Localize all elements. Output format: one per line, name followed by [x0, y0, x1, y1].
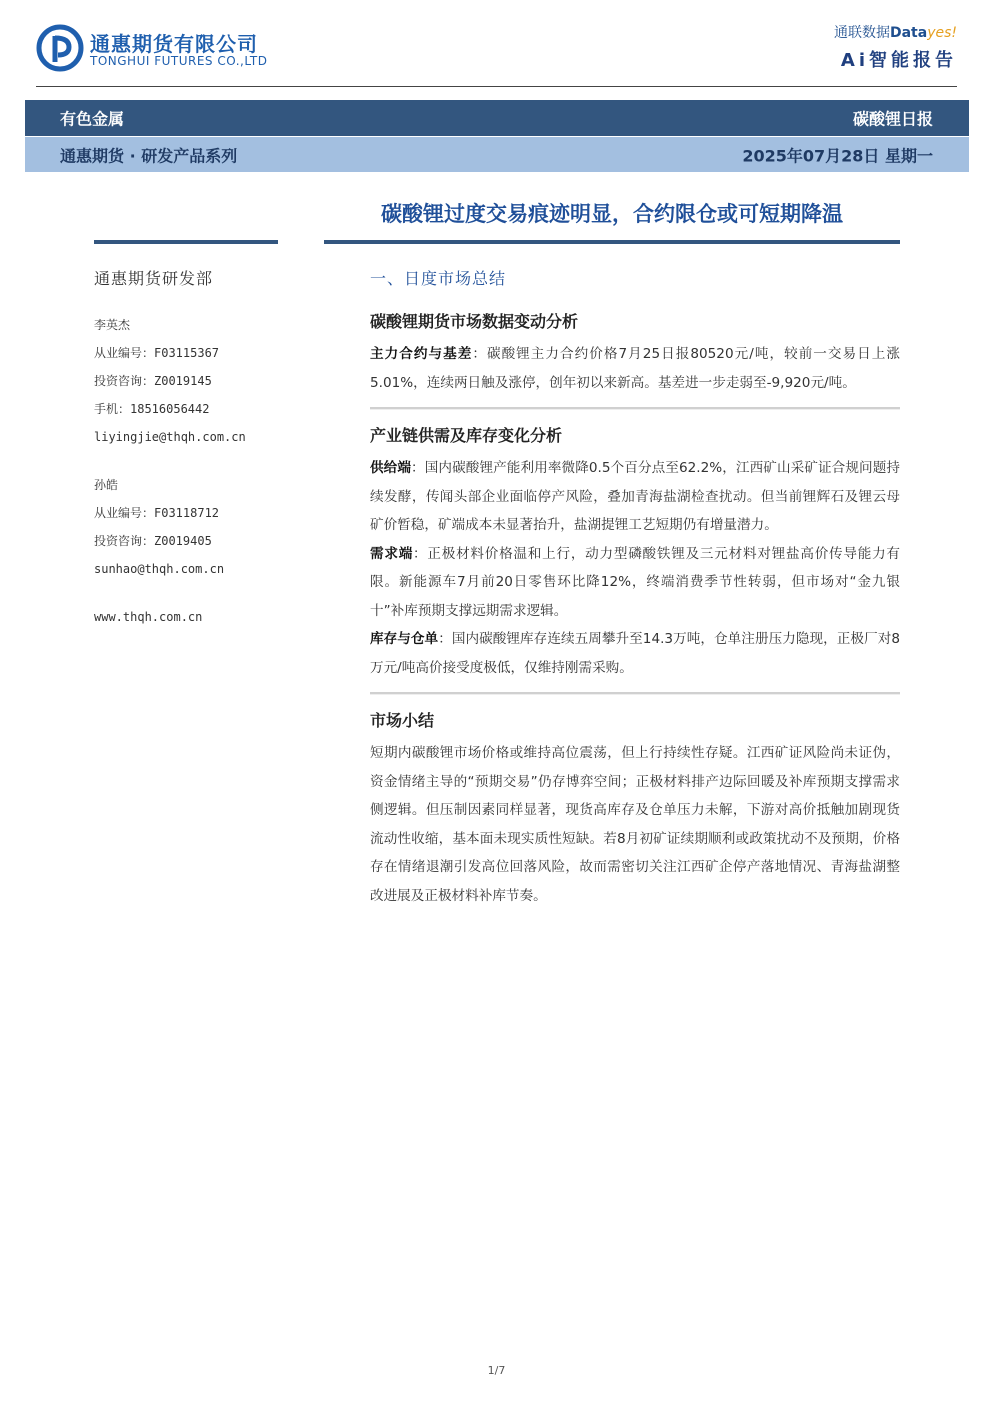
analyst-license: 从业编号：F03115367	[94, 346, 220, 360]
analyst-email[interactable]: sunhao@thqh.com.cn	[94, 562, 225, 576]
chain-heading: 产业链供需及库存变化分析	[370, 426, 563, 445]
analyst-consult-id: 投资咨询：Z0019405	[94, 534, 212, 548]
series-band	[25, 137, 969, 172]
summary-heading: 市场小结	[370, 711, 435, 730]
analyst-sidebar	[94, 266, 294, 631]
category-band	[25, 100, 969, 136]
analyst-phone: 手机：18516056442	[94, 402, 210, 416]
datayes-logo	[757, 22, 957, 74]
para-label: 需求端	[370, 545, 414, 562]
report-type-label: 碳酸锂日报	[852, 109, 933, 129]
title-rule	[324, 240, 900, 244]
summary-paragraph: 短期内碳酸锂市场价格或维持高位震荡，但上行持续性存疑。江西矿证风险尚未证伪，资金情绪主导的“预期交易”仍存博弈空间；正极材料排产边际回暖及补库预期支撑需求侧逻辑。但压制因素同样显著，现货高库存及仓单压力未解，下游对高价抵触加剧现货流动性收缩，基本面未现实质性短缺。若8月初矿证续期顺利或政策扰动不及预期，价格存在情绪退潮引发高位回落风险，故而需密切关注江西矿企停产落地情况、青海盐湖整改进展及正极材料补库节奏。	[370, 745, 900, 904]
analyst-card	[94, 311, 294, 451]
ai-report-label: Ai智能报告	[840, 50, 957, 71]
futures-paragraph	[370, 340, 900, 397]
futures-heading: 碳酸锂期货市场数据变动分析	[370, 312, 579, 331]
analyst-email[interactable]: liyingjie@thqh.com.cn	[94, 430, 246, 444]
supply-paragraph	[370, 454, 900, 540]
para-label: 主力合约与基差	[370, 346, 473, 362]
datayes-suffix: yes!	[927, 25, 957, 41]
demand-paragraph	[370, 540, 900, 626]
page-number: 1/7	[487, 1364, 506, 1377]
para-text: ：正极材料价格温和上行，动力型磷酸铁锂及三元材料对锂盐高价传导能力有限。新能源车7月前20日零售环比降12%，终端消费季节性转弱，但市场对“金九银十”补库预期支撑远期需求逻辑。	[370, 545, 901, 619]
logo-company-name-en: TONGHUI FUTURES CO.,LTD	[90, 54, 268, 68]
analyst-name: 孙皓	[94, 478, 119, 492]
para-text: ：国内碳酸锂产能利用率微降0.5个百分点至62.2%，江西矿山采矿证合规问题持续发酵，传闻头部企业面临停产风险，叠加青海盐湖检查扰动。但当前锂辉石及锂云母矿价暂稳，矿端成本未显著抬升，盐湖提锂工艺短期仍有增量潜力。	[370, 460, 900, 533]
para-text: ：国内碳酸锂库存连续五周攀升至14.3万吨，仓单注册压力隐现，正极厂对8万元/吨高价接受度极低，仅维持刚需采购。	[370, 631, 900, 676]
logo-company-name: 通惠期货有限公司	[90, 32, 258, 56]
analyst-consult-id: 投资咨询：Z0019145	[94, 374, 212, 388]
para-text: ：碳酸锂主力合约价格7月25日报80520元/吨，较前一交易日上涨5.01%，连续两日触及涨停，创年初以来新高。基差进一步走弱至-9,920元/吨。	[370, 346, 900, 391]
report-body	[370, 266, 900, 910]
sidebar-top-rule	[94, 240, 278, 244]
header-divider	[36, 86, 957, 87]
datayes-brand: Data	[889, 25, 928, 41]
research-dept: 通惠期货研发部	[94, 269, 214, 288]
company-logo	[36, 24, 296, 74]
report-date: 2025年07月28日 星期一	[742, 146, 933, 165]
para-label: 供给端	[370, 460, 412, 476]
report-title: 碳酸锂过度交易痕迹明显，合约限仓或可短期降温	[381, 202, 843, 226]
analyst-name: 李英杰	[94, 318, 131, 332]
category-label: 有色金属	[60, 109, 125, 129]
tonghui-logo-icon	[36, 24, 84, 72]
company-website-link[interactable]: www.thqh.com.cn	[94, 610, 203, 624]
series-label: 通惠期货 · 研发产品系列	[60, 146, 238, 165]
analyst-card	[94, 471, 294, 583]
analyst-license: 从业编号：F03118712	[94, 506, 220, 520]
section-title: 一、日度市场总结	[370, 269, 507, 288]
para-label: 库存与仓单	[370, 631, 439, 647]
inventory-paragraph	[370, 625, 900, 682]
datayes-prefix: 通联数据	[833, 25, 890, 41]
